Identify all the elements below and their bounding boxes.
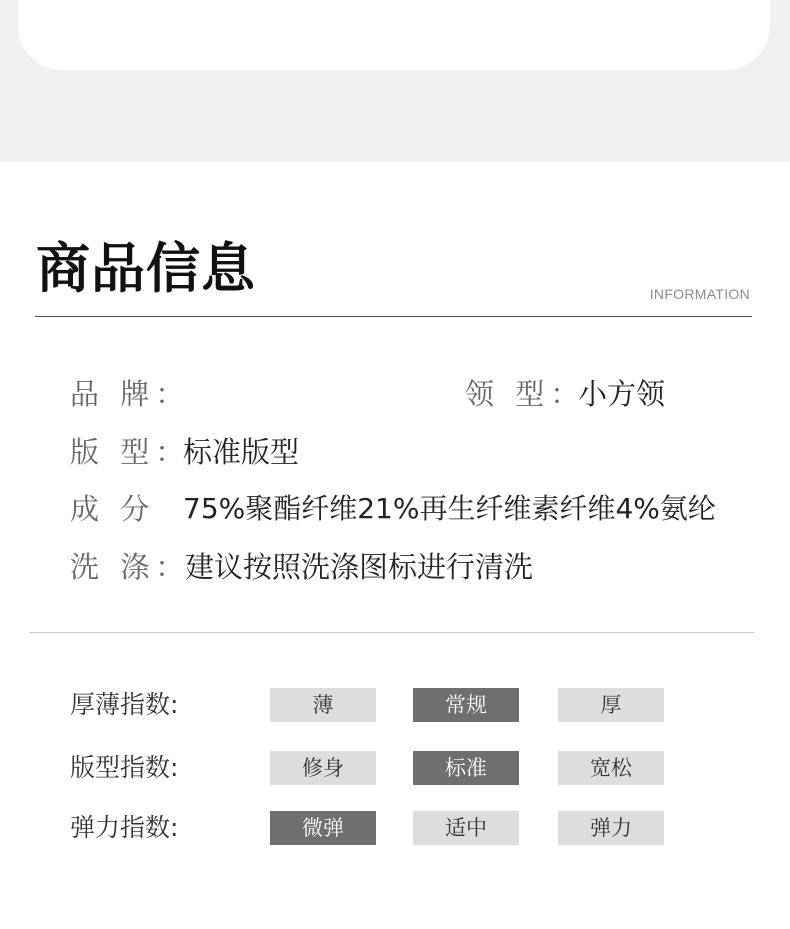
thickness-scale-label: 厚薄指数: bbox=[70, 690, 179, 719]
section-divider bbox=[29, 632, 754, 633]
fit-scale-label: 版型指数: bbox=[70, 753, 179, 782]
brand-label: 品 牌： bbox=[70, 377, 191, 411]
thickness-option-thin: 薄 bbox=[270, 688, 376, 722]
top-background-band bbox=[0, 0, 790, 162]
fit-option-standard: 标准 bbox=[413, 751, 519, 785]
wash-label: 洗 涤： bbox=[70, 550, 191, 584]
fit-value: 标准版型 bbox=[183, 435, 300, 469]
top-card bbox=[18, 0, 770, 70]
thickness-option-regular: 常规 bbox=[413, 688, 519, 722]
fit-label: 版 型： bbox=[70, 435, 191, 469]
material-label: 成 分 bbox=[70, 492, 156, 526]
title-divider bbox=[35, 316, 752, 317]
elasticity-option-slight: 微弹 bbox=[270, 811, 376, 845]
wash-value: 建议按照洗涤图标进行清洗 bbox=[185, 550, 534, 584]
thickness-option-thick: 厚 bbox=[558, 688, 664, 722]
fit-option-slim: 修身 bbox=[270, 751, 376, 785]
elasticity-option-stretchy: 弹力 bbox=[558, 811, 664, 845]
fit-option-loose: 宽松 bbox=[558, 751, 664, 785]
collar-label: 领 型： bbox=[465, 377, 586, 411]
section-title: 商品信息 bbox=[36, 237, 256, 300]
elasticity-scale-label: 弹力指数: bbox=[70, 813, 179, 842]
elasticity-option-medium: 适中 bbox=[413, 811, 519, 845]
material-value: 75%聚酯纤维21%再生纤维素纤维4%氨纶 bbox=[183, 492, 716, 525]
section-subtitle: INFORMATION bbox=[649, 286, 750, 302]
collar-value: 小方领 bbox=[578, 377, 666, 411]
